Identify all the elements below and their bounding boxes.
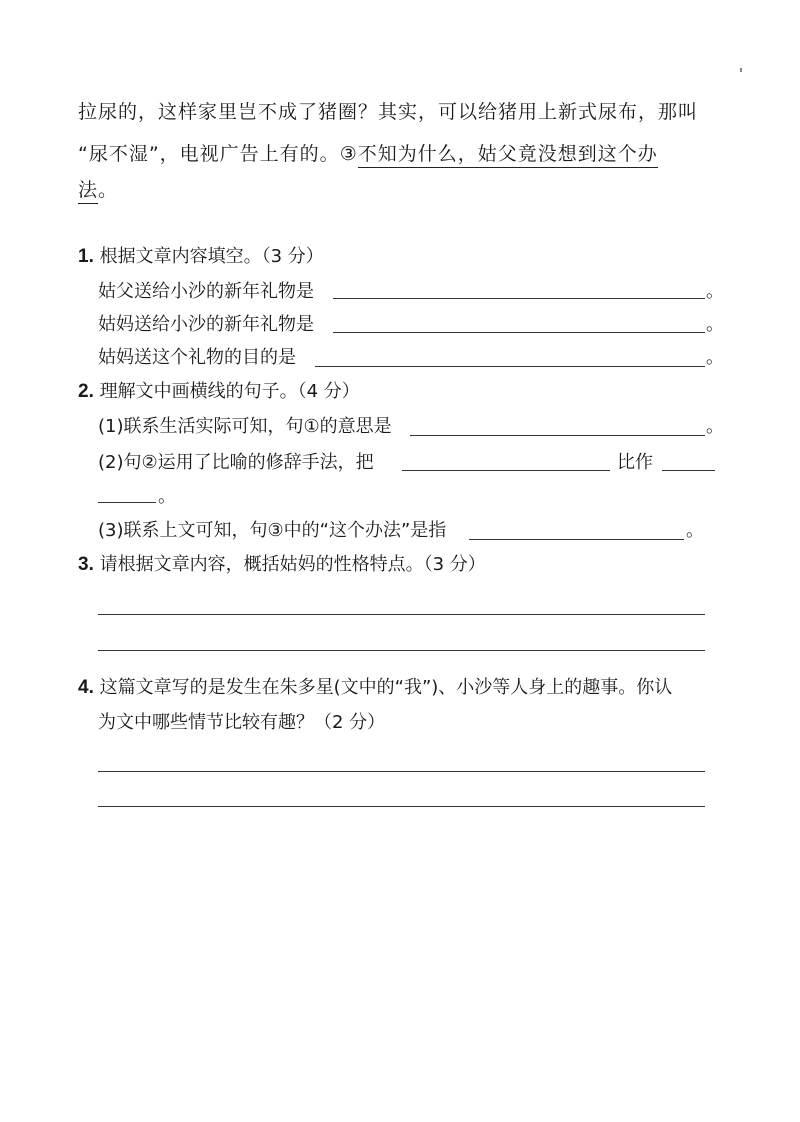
passage-line-1: 拉尿的，这样家里岂不成了猪圈？其实，可以给猪用上新式尿布，那叫 <box>78 101 699 123</box>
question-4-text-2: 为文中哪些情节比较有趣？（2 分） <box>98 712 386 733</box>
q2-sub-2-blank-a[interactable] <box>402 470 610 471</box>
question-4-number: 4. <box>78 677 94 698</box>
q1-item-1-end: 。 <box>706 281 724 302</box>
passage-line-2 <box>78 142 658 166</box>
q2-sub-2-end: 。 <box>158 486 176 507</box>
question-4-text-1: 这篇文章写的是发生在朱多星(文中的“我”)、小沙等人身上的趣事。你认 <box>99 677 673 698</box>
q4-answer-line-2[interactable] <box>98 806 705 807</box>
q2-sub-3-label: (3)联系上文可知，句③中的“这个办法”是指 <box>98 520 447 541</box>
q1-item-2-end: 。 <box>706 314 724 335</box>
question-3-text: 请根据文章内容，概括姑妈的性格特点。（3 分） <box>99 554 486 575</box>
question-4 <box>78 676 672 700</box>
underlined-sentence-3: 不知为什么，姑父竟没想到这个办 <box>358 143 658 168</box>
q2-sub-2-compare: 比作 <box>617 452 653 473</box>
q2-sub-1-blank[interactable] <box>410 435 705 436</box>
question-1-text: 根据文章内容填空。（3 分） <box>99 246 324 267</box>
sentence-3-marker: ③ <box>339 143 358 165</box>
q1-item-1-blank[interactable] <box>333 298 705 299</box>
q1-item-3-end: 。 <box>706 347 724 368</box>
q1-item-2-label: 姑妈送给小沙的新年礼物是 <box>98 314 314 335</box>
q3-answer-line-1[interactable] <box>98 614 705 615</box>
q1-item-2-blank[interactable] <box>333 332 705 333</box>
q4-answer-line-1[interactable] <box>98 771 705 772</box>
question-2-text: 理解文中画横线的句子。（4 分） <box>99 381 360 402</box>
passage-line-3-end: 。 <box>98 179 119 201</box>
scan-mark <box>740 68 742 72</box>
passage-line-3 <box>78 178 118 202</box>
question-1-number: 1. <box>78 246 94 267</box>
question-2 <box>78 380 360 404</box>
q2-sub-1-label: (1)联系生活实际可知，句①的意思是 <box>98 416 392 437</box>
q2-sub-2-blank-b-cont[interactable] <box>98 502 156 503</box>
q3-answer-line-2[interactable] <box>98 650 705 651</box>
passage-line-2-text: “尿不湿”，电视广告上有的。 <box>78 143 340 165</box>
q1-item-3-label: 姑妈送这个礼物的目的是 <box>98 347 296 368</box>
question-2-number: 2. <box>78 381 94 402</box>
q1-item-3-blank[interactable] <box>315 366 705 367</box>
question-1 <box>78 245 324 269</box>
q1-item-1-label: 姑父送给小沙的新年礼物是 <box>98 281 314 302</box>
q2-sub-3-end: 。 <box>686 520 704 541</box>
underlined-sentence-3-end: 法 <box>78 179 98 204</box>
question-3 <box>78 553 486 577</box>
q2-sub-2-blank-b[interactable] <box>662 470 715 471</box>
q2-sub-2-label: (2)句②运用了比喻的修辞手法，把 <box>98 452 374 473</box>
q2-sub-3-blank[interactable] <box>469 539 684 540</box>
question-3-number: 3. <box>78 554 94 575</box>
q2-sub-1-end: 。 <box>706 416 724 437</box>
